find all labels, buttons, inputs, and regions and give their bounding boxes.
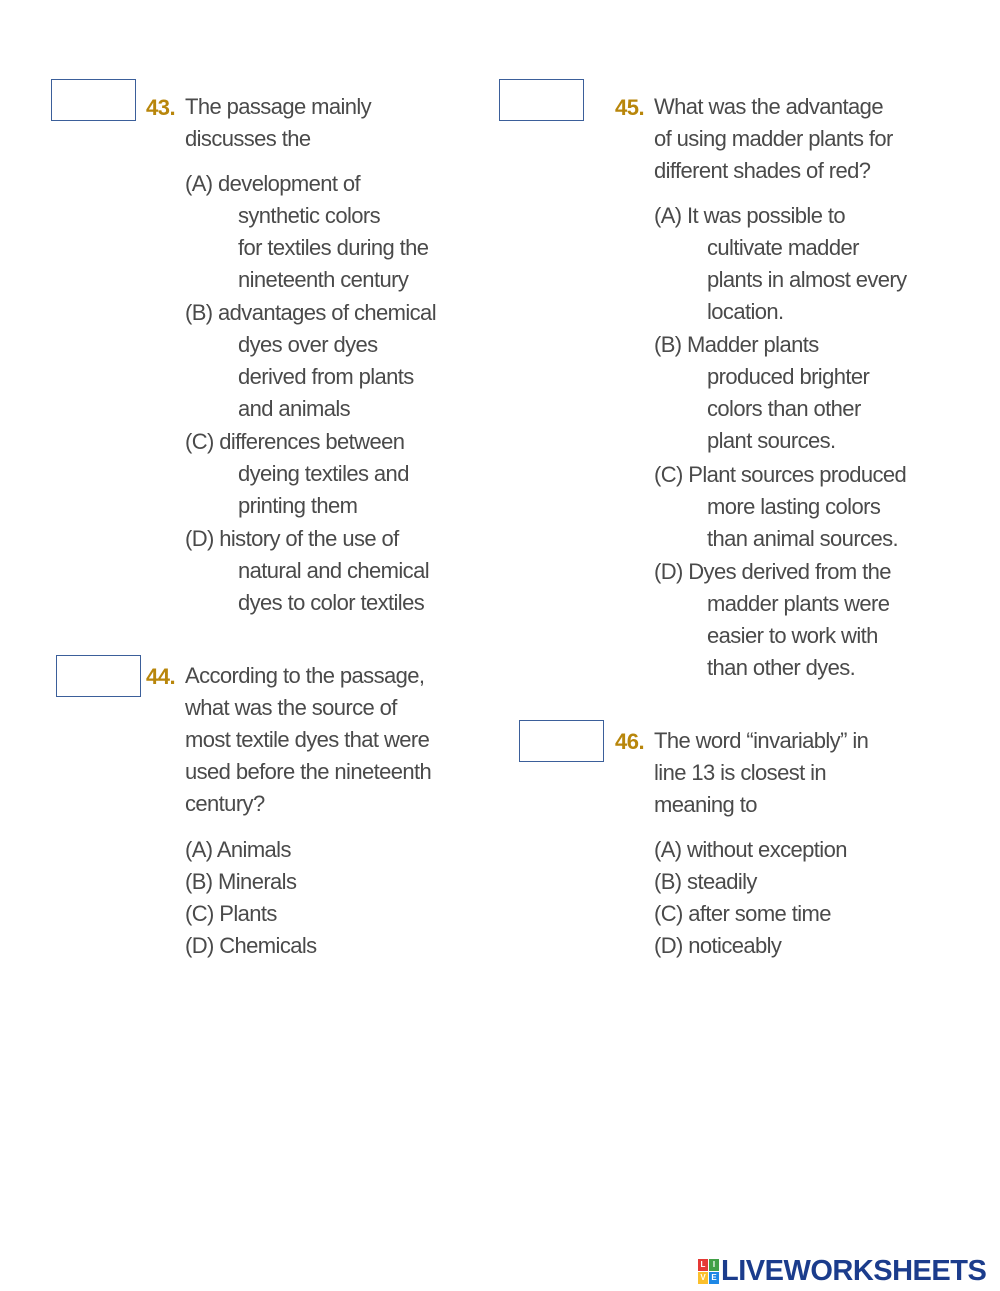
question-stem: line 13 is closest in — [654, 760, 827, 785]
option-a: (A) It was possible to — [654, 203, 845, 228]
option-c: printing them — [238, 493, 358, 518]
question-stem: meaning to — [654, 792, 757, 817]
option-c: more lasting colors — [707, 494, 881, 519]
answer-box-46[interactable] — [519, 720, 604, 762]
answer-box-44[interactable] — [56, 655, 141, 697]
option-d: than other dyes. — [707, 655, 856, 680]
question-number: 44. — [146, 664, 176, 689]
option-a: nineteenth century — [238, 267, 409, 292]
logo-letter: I — [709, 1259, 719, 1271]
option-a: (A) without exception — [654, 837, 847, 862]
question-stem: what was the source of — [185, 695, 397, 720]
answer-box-43[interactable] — [51, 79, 136, 121]
option-b: (B) advantages of chemical — [185, 300, 436, 325]
option-b: (B) Minerals — [185, 869, 297, 894]
question-number: 46. — [615, 729, 645, 754]
question-stem: used before the nineteenth — [185, 759, 432, 784]
option-a: location. — [707, 299, 784, 324]
option-b: and animals — [238, 396, 351, 421]
logo-letter: L — [698, 1259, 708, 1271]
option-c: (C) Plant sources produced — [654, 462, 907, 487]
option-a: synthetic colors — [238, 203, 381, 228]
option-d: (D) Chemicals — [185, 933, 317, 958]
option-a: cultivate madder — [707, 235, 859, 260]
logo-grid-icon — [698, 1259, 719, 1284]
option-c: than animal sources. — [707, 526, 898, 551]
option-c: (C) Plants — [185, 901, 277, 926]
option-c: (C) after some time — [654, 901, 831, 926]
option-d: natural and chemical — [238, 558, 430, 583]
option-d: dyes to color textiles — [238, 590, 425, 615]
question-stem: What was the advantage — [654, 94, 883, 119]
logo-letter: E — [709, 1272, 719, 1284]
option-d: (D) noticeably — [654, 933, 782, 958]
option-b: (B) Madder plants — [654, 332, 819, 357]
option-b: produced brighter — [707, 364, 870, 389]
option-b: dyes over dyes — [238, 332, 378, 357]
answer-box-45[interactable] — [499, 79, 584, 121]
question-stem: According to the passage, — [185, 663, 425, 688]
option-d: (D) Dyes derived from the — [654, 559, 891, 584]
logo-text: LIVEWORKSHEETS — [721, 1254, 987, 1287]
option-a: for textiles during the — [238, 235, 429, 260]
option-c: dyeing textiles and — [238, 461, 409, 486]
question-stem: most textile dyes that were — [185, 727, 430, 752]
question-stem: The word “invariably” in — [654, 728, 869, 753]
question-stem: The passage mainly — [185, 94, 372, 119]
question-number: 43. — [146, 95, 176, 120]
option-b: derived from plants — [238, 364, 414, 389]
question-number: 45. — [615, 95, 645, 120]
question-stem: discusses the — [185, 126, 311, 151]
option-b: colors than other — [707, 396, 861, 421]
option-d: (D) history of the use of — [185, 526, 399, 551]
option-a: (A) development of — [185, 171, 361, 196]
question-stem: of using madder plants for — [654, 126, 893, 151]
liveworksheets-logo — [698, 1256, 986, 1286]
option-b: (B) steadily — [654, 869, 757, 894]
option-c: (C) differences between — [185, 429, 405, 454]
option-b: plant sources. — [707, 428, 836, 453]
option-a: (A) Animals — [185, 837, 291, 862]
question-stem: different shades of red? — [654, 158, 871, 183]
question-stem: century? — [185, 791, 265, 816]
option-d: madder plants were — [707, 591, 890, 616]
option-a: plants in almost every — [707, 267, 907, 292]
option-d: easier to work with — [707, 623, 878, 648]
logo-letter: V — [698, 1272, 708, 1284]
